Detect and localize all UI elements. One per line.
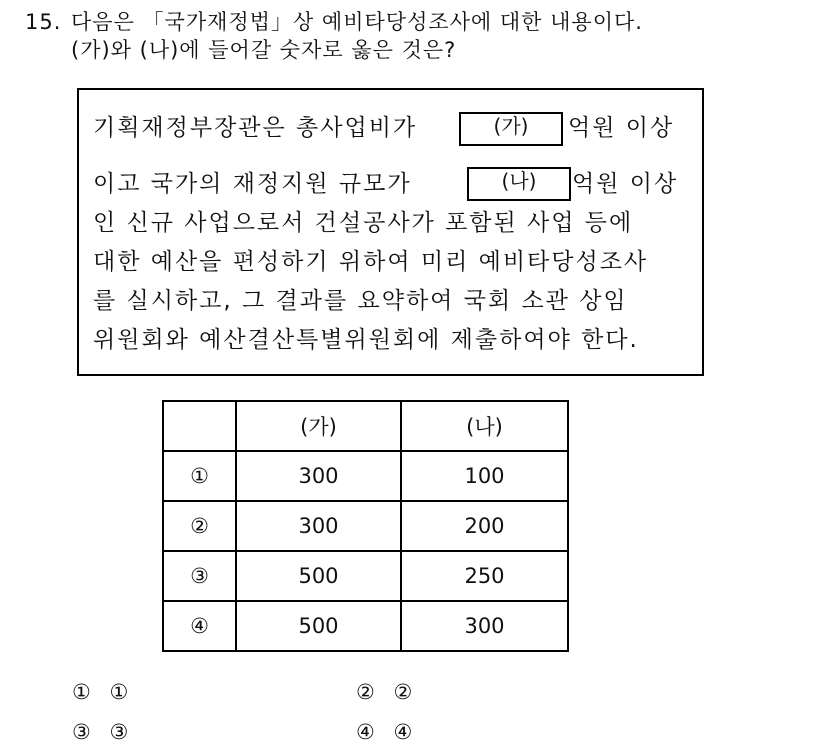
table-cell-ga: 500	[236, 601, 401, 651]
table-cell-option: ③	[163, 551, 236, 601]
table-cell-option: ④	[163, 601, 236, 651]
choice-3[interactable]	[72, 720, 134, 744]
question-text-line-1: 다음은 「국가재정법」상 예비타당성조사에 대한 내용이다.	[71, 10, 643, 34]
passage-line-3: 인 신규 사업으로서 건설공사가 포함된 사업 등에	[93, 210, 634, 236]
table-cell-na: 250	[401, 551, 568, 601]
choice-2[interactable]	[356, 680, 418, 704]
passage-line-2a: 이고 국가의 재정지원 규모가	[93, 171, 412, 197]
choice-4[interactable]	[356, 720, 418, 744]
table-cell-na: 300	[401, 601, 568, 651]
passage-line-4: 대한 예산을 편성하기 위하여 미리 예비타당성조사	[93, 249, 649, 275]
table-cell-option: ①	[163, 451, 236, 501]
table-row	[163, 601, 568, 651]
choice-value: ③	[109, 720, 135, 744]
table-header-na: (나)	[401, 401, 568, 451]
table-cell-option: ②	[163, 501, 236, 551]
choice-marker: ①	[72, 680, 97, 704]
table-cell-ga: 500	[236, 551, 401, 601]
table-header-ga: (가)	[236, 401, 401, 451]
passage-line-2b: 억원 이상	[572, 171, 679, 197]
choice-1[interactable]	[72, 680, 134, 704]
choice-value: ④	[393, 720, 419, 744]
table-header-empty	[163, 401, 236, 451]
question-line-1	[25, 8, 815, 36]
blank-ga: (가)	[459, 112, 563, 146]
table-cell-ga: 300	[236, 451, 401, 501]
passage-line-1a: 기획재정부장관은 총사업비가	[93, 115, 418, 141]
table-row	[163, 451, 568, 501]
choice-value: ②	[393, 680, 419, 704]
table-cell-ga: 300	[236, 501, 401, 551]
table-cell-na: 100	[401, 451, 568, 501]
answer-table	[162, 400, 569, 652]
blank-na: (나)	[467, 167, 571, 201]
question-stem	[25, 8, 815, 64]
question-text-line-2: (가)와 (나)에 들어갈 숫자로 옳은 것은?	[71, 38, 457, 62]
question-number: 15.	[25, 10, 62, 34]
table-cell-na: 200	[401, 501, 568, 551]
choice-marker: ④	[356, 720, 381, 744]
table-row	[163, 551, 568, 601]
passage-line-1b: 억원 이상	[568, 115, 675, 141]
passage-line-6: 위원회와 예산결산특별위원회에 제출하여야 한다.	[93, 327, 639, 353]
passage-line-5: 를 실시하고, 그 결과를 요약하여 국회 소관 상임	[93, 288, 628, 314]
passage-box	[77, 88, 704, 376]
choice-value: ①	[109, 680, 135, 704]
choice-marker: ③	[72, 720, 97, 744]
table-row	[163, 501, 568, 551]
table-header-row	[163, 401, 568, 451]
choice-marker: ②	[356, 680, 381, 704]
